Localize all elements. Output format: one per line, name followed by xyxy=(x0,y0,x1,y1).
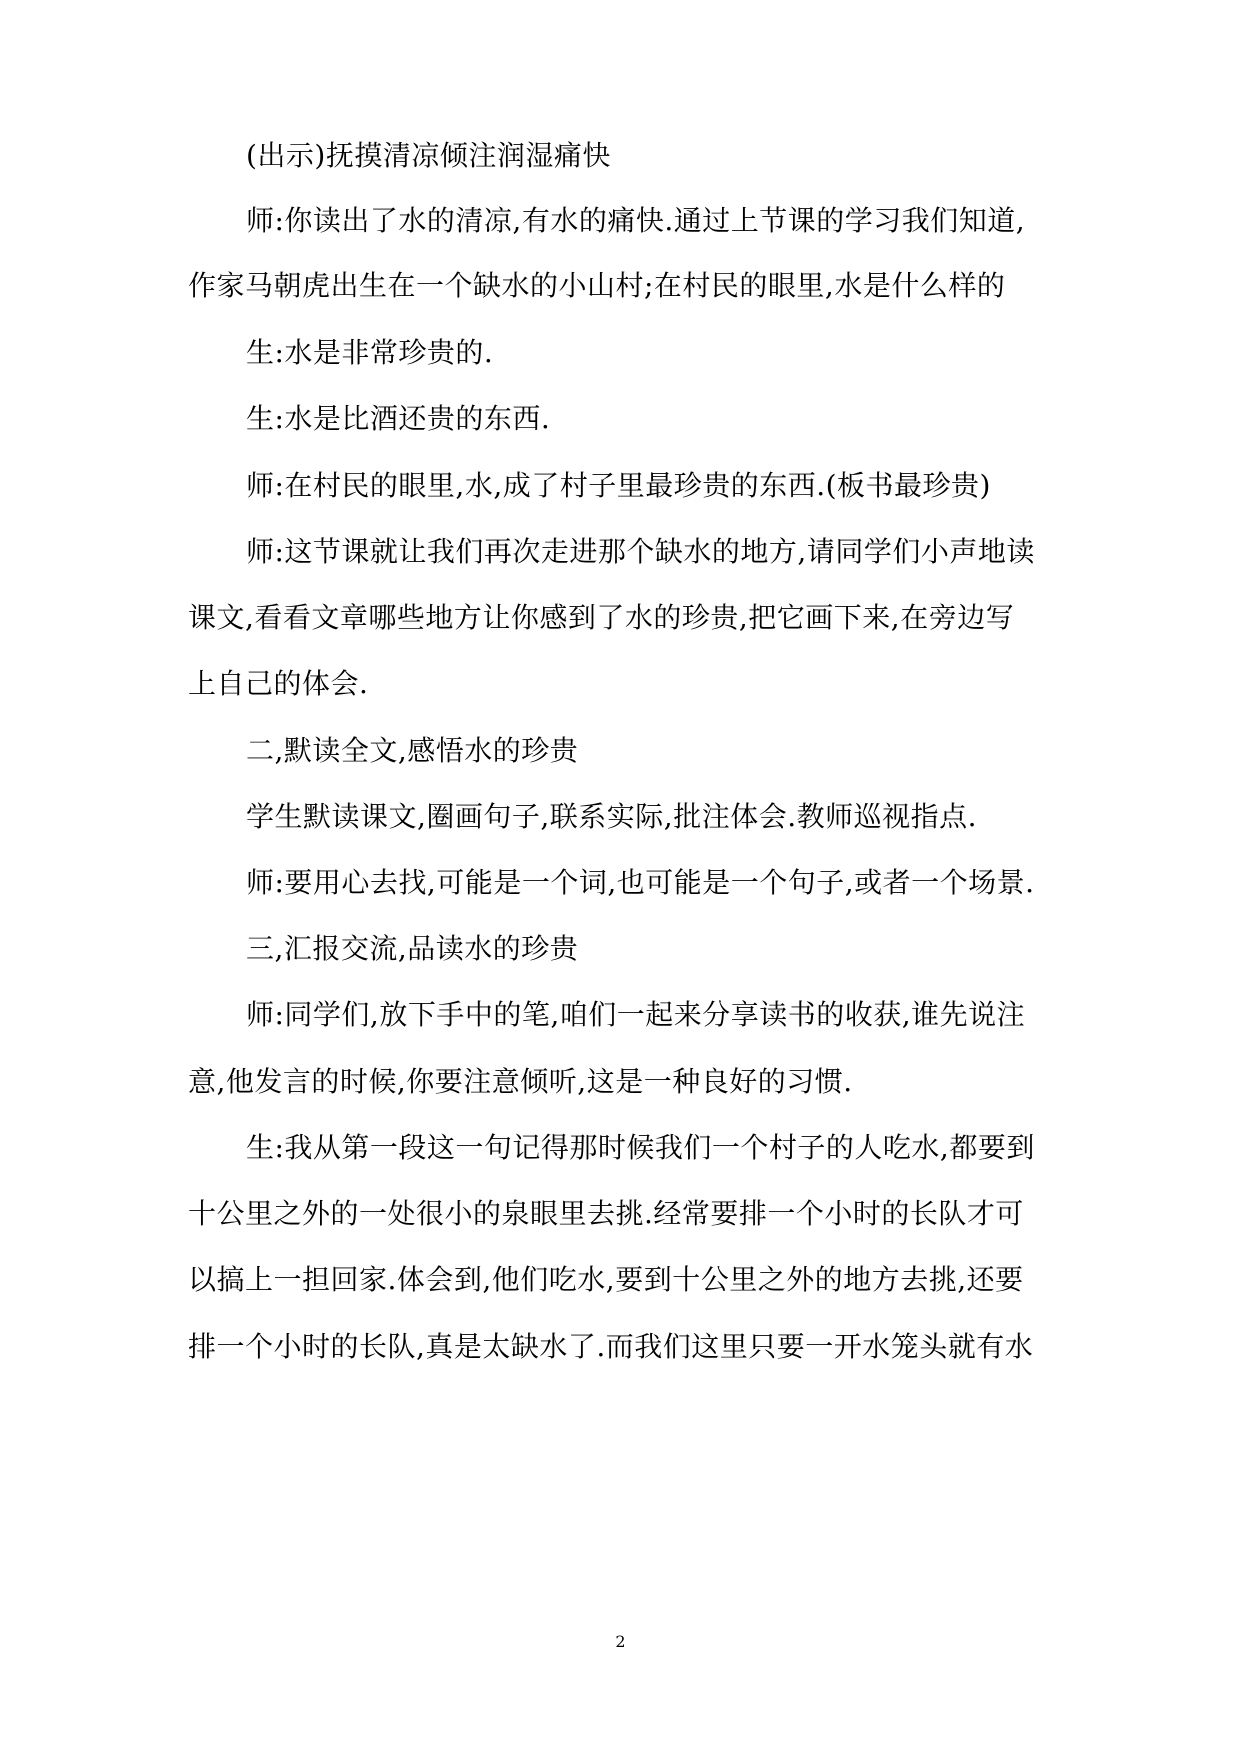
text-line: (出示)抚摸清凉倾注润湿痛快 xyxy=(246,139,611,172)
text-line: 生:水是比酒还贵的东西. xyxy=(246,402,551,435)
text-line: 十公里之外的一处很小的泉眼里去挑.经常要排一个小时的长队才可 xyxy=(188,1197,1024,1230)
text-line: 师:同学们,放下手中的笔,咱们一起来分享读书的收获,谁先说注 xyxy=(246,998,1026,1031)
text-line: 师:这节课就让我们再次走进那个缺水的地方,请同学们小声地读 xyxy=(246,535,1035,568)
text-line: 师:在村民的眼里,水,成了村子里最珍贵的东西.(板书最珍贵) xyxy=(246,469,991,502)
page-number: 2 xyxy=(615,1632,626,1651)
text-line: 学生默读课文,圈画句子,联系实际,批注体会.教师巡视指点. xyxy=(246,800,978,833)
text-line: 以搞上一担回家.体会到,他们吃水,要到十公里之外的地方去挑,还要 xyxy=(188,1263,1024,1296)
text-line: 三,汇报交流,品读水的珍贵 xyxy=(246,932,579,965)
text-line: 生:水是非常珍贵的. xyxy=(246,336,494,369)
text-line: 二,默读全文,感悟水的珍贵 xyxy=(246,734,579,767)
text-line: 师:你读出了水的清凉,有水的痛快.通过上节课的学习我们知道, xyxy=(246,204,1026,237)
text-line: 上自己的体会. xyxy=(188,667,369,700)
text-line: 作家马朝虎出生在一个缺水的小山村;在村民的眼里,水是什么样的 xyxy=(188,269,1006,302)
text-line: 意,他发言的时候,你要注意倾听,这是一种良好的习惯. xyxy=(188,1065,853,1098)
text-line: 师:要用心去找,可能是一个词,也可能是一个句子,或者一个场景. xyxy=(246,866,1035,899)
text-line: 课文,看看文章哪些地方让你感到了水的珍贵,把它画下来,在旁边写 xyxy=(188,601,1015,634)
text-line: 生:我从第一段这一句记得那时候我们一个村子的人吃水,都要到 xyxy=(246,1131,1035,1164)
text-line: 排一个小时的长队,真是太缺水了.而我们这里只要一开水笼头就有水 xyxy=(188,1330,1034,1363)
